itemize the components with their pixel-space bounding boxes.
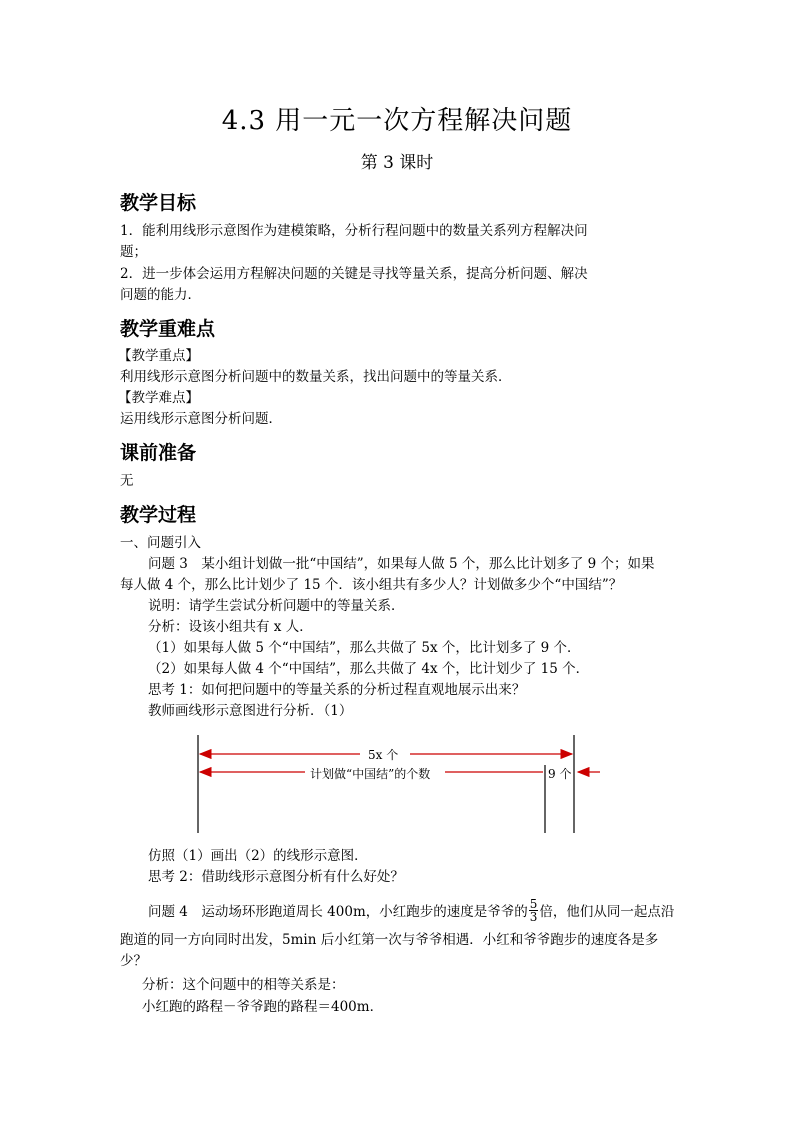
goal-line-2b: 问题的能力． bbox=[120, 287, 201, 303]
explain-text: 说明：请学生尝试分析问题中的等量关系． bbox=[148, 598, 405, 614]
q4-line-a-pre: 问题 4 运动场环形跑道周长 400m，小红跑步的速度是爷爷的 bbox=[148, 904, 528, 920]
q4-line-a bbox=[148, 897, 675, 925]
q3-line-b: 每人做 4 个，那么比计划少了 15 个．该小组共有多少人？计划做多少个“中国结”？ bbox=[120, 577, 623, 593]
goal-line-2a: 2．进一步体会运用方程解决问题的关键是寻找等量关系，提高分析问题、解决 bbox=[120, 266, 588, 282]
heading-goals: 教学目标 bbox=[120, 192, 197, 214]
heading-keypoints: 教学重难点 bbox=[120, 318, 216, 340]
relation-text: 小红跑的路程－爷爷跑的路程＝400m． bbox=[142, 999, 384, 1015]
line-diagram-svg bbox=[190, 735, 610, 835]
line-diagram bbox=[190, 735, 610, 835]
goal-line-1b: 题； bbox=[120, 244, 147, 260]
q3-line-a: 问题 3 某小组计划做一批“中国结”，如果每人做 5 个，那么比计划多了 9 个；如果 bbox=[148, 556, 655, 572]
prep-text: 无 bbox=[120, 473, 134, 489]
q4-fraction bbox=[529, 898, 539, 923]
q4-frac-den: 3 bbox=[529, 910, 538, 924]
focus-text: 利用线形示意图分析问题中的数量关系，找出问题中的等量关系． bbox=[120, 369, 512, 385]
q4-frac-num: 5 bbox=[529, 897, 538, 911]
plan-label: 计划做“中国结”的个数 bbox=[310, 767, 431, 781]
imitate-text: 仿照（1）画出（2）的线形示意图． bbox=[148, 848, 368, 864]
q4-line-a-post: 倍，他们从同一起点沿 bbox=[539, 904, 675, 920]
difficulty-text: 运用线形示意图分析问题． bbox=[120, 411, 282, 427]
page-title: 4.3 用一元一次方程解决问题 bbox=[221, 106, 573, 136]
extra-label: 9 个 bbox=[548, 767, 572, 781]
analysis-text: 分析：设该小组共有 x 人． bbox=[148, 619, 313, 635]
page-subtitle: 第 3 课时 bbox=[360, 153, 434, 173]
difficulty-label: 【教学难点】 bbox=[118, 390, 199, 406]
think2-text: 思考 2：借助线形示意图分析有什么好处？ bbox=[148, 869, 404, 885]
top-label: 5x 个 bbox=[368, 748, 399, 762]
part1-label: 一、问题引入 bbox=[120, 535, 201, 551]
heading-process: 教学过程 bbox=[120, 504, 197, 526]
case1-text: （1）如果每人做 5 个“中国结”，那么共做了 5x 个，比计划多了 9 个． bbox=[148, 640, 581, 656]
teacher-text: 教师画线形示意图进行分析．（1） bbox=[148, 703, 353, 719]
think1-text: 思考 1：如何把问题中的等量关系的分析过程直观地展示出来？ bbox=[148, 682, 526, 698]
analysis2-text: 分析：这个问题中的相等关系是： bbox=[142, 977, 345, 993]
q4-line-b: 跑道的同一方向同时出发，5min 后小红第一次与爷爷相遇．小红和爷爷跑步的速度各是多 bbox=[120, 932, 659, 948]
heading-prep: 课前准备 bbox=[120, 442, 197, 464]
q4-line-c: 少？ bbox=[120, 953, 147, 969]
goal-line-1a: 1．能利用线形示意图作为建模策略，分析行程问题中的数量关系列方程解决问 bbox=[120, 223, 588, 239]
case2-text: （2）如果每人做 4 个“中国结”，那么共做了 4x 个，比计划少了 15 个． bbox=[148, 661, 590, 677]
focus-label: 【教学重点】 bbox=[118, 348, 199, 364]
